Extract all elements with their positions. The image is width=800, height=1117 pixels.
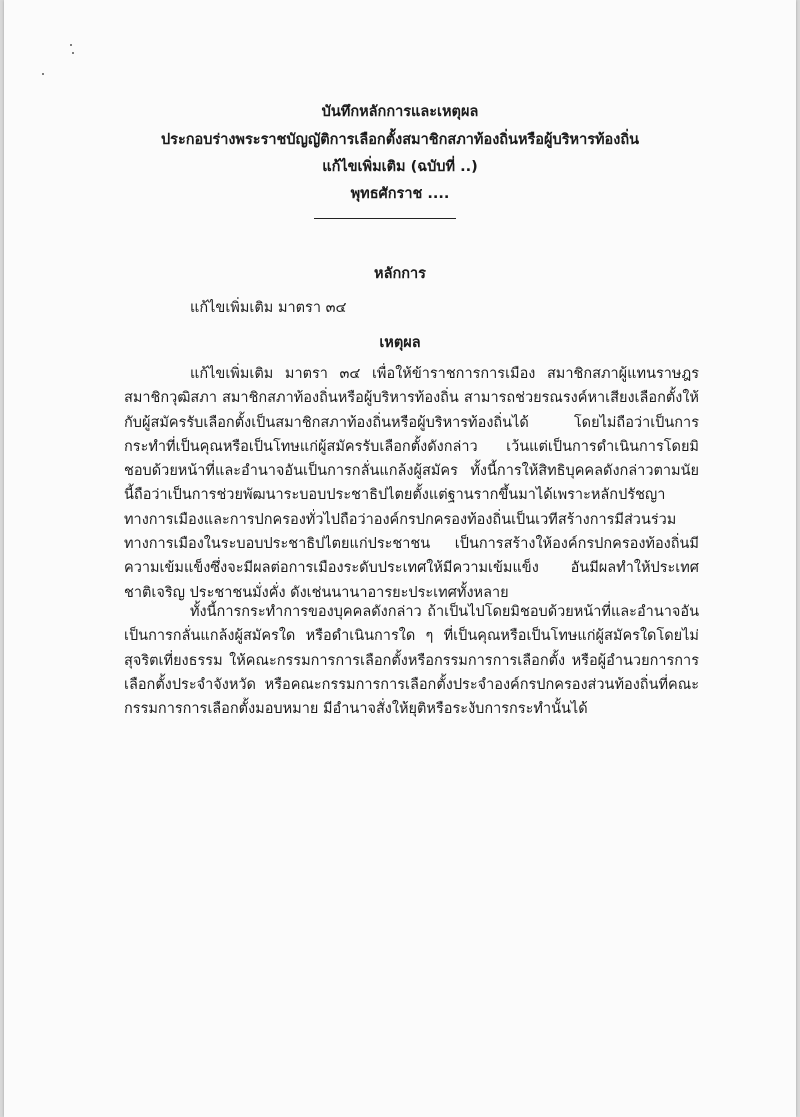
document-subtitle: ประกอบร่างพระราชบัญญัติการเลือกตั้งสมาชิกสภาท้องถิ่นหรือผู้บริหารท้องถิ่น bbox=[160, 132, 640, 148]
scan-speck bbox=[42, 73, 44, 75]
document-amendment-line: แก้ไขเพิ่มเติม (ฉบับที่ ..) bbox=[322, 159, 478, 175]
principle-text: แก้ไขเพิ่มเติม มาตรา ๓๔ bbox=[190, 300, 347, 316]
title-divider bbox=[314, 218, 456, 219]
document-title: บันทึกหลักการและเหตุผล bbox=[321, 104, 479, 120]
reason-paragraph-2: ทั้งนี้การกระทำการของบุคคลดังกล่าว ถ้าเป็นไปโดยมิชอบด้วยหน้าที่และอำนาจอันเป็นการกลั่นแกล้งผู้สมัครใด หรือดำเนินการใด ๆ ที่เป็นคุณหรือเป็นโทษแก่ผู้สมัครใดโดยไม่สุจริตเที่ยงธรรม ให้คณะกรรมการการเลือกตั้งหรือกรรมการการเลือกตั้ง หรือผู้อำนวยการการเลือกตั้งประจำจังหวัด หรือคณะกรรมการการเลือกตั้งประจำองค์กรปกครองส่วนท้องถิ่นที่คณะกรรมการการเลือกตั้งมอบหมาย มีอำนาจสั่งให้ยุติหรือระงับการกระทำนั้นได้ bbox=[124, 604, 699, 718]
document-page bbox=[4, 0, 796, 1117]
principle-heading: หลักการ bbox=[374, 266, 426, 282]
scan-speck bbox=[72, 52, 74, 54]
reason-paragraph-1: แก้ไขเพิ่มเติม มาตรา ๓๔ เพื่อให้ข้าราชการการเมือง สมาชิกสภาผู้แทนราษฎร สมาชิกวุฒิสภา สมาชิกสภาท้องถิ่นหรือผู้บริหารท้องถิ่น สามารถช่วยรณรงค์หาเสียงเลือกตั้งให้กับผู้สมัครรับเลือกตั้งเป็นสมาชิกสภาท้องถิ่นหรือผู้บริหารท้องถิ่นได้ โดยไม่ถือว่าเป็นการกระทำที่เป็นคุณหรือเป็นโทษแก่ผู้สมัครรับเลือกตั้งดังกล่าว เว้นแต่เป็นการดำเนินการโดยมิชอบด้วยหน้าที่และอำนาจอันเป็นการกลั่นแกล้งผู้สมัคร ทั้งนี้การให้สิทธิบุคคลดังกล่าวตามนัยนี้ถือว่าเป็นการช่วยพัฒนาระบอบประชาธิปไตยตั้งแต่ฐานรากขึ้นมาได้เพราะหลักปรัชญาทางการเมืองและการปกครองทั่วไปถือว่าองค์กรปกครองท้องถิ่นเป็นเวทีสร้างการมีส่วนร่วมทางการเมืองในระบอบประชาธิปไตยแก่ประชาชน เป็นการสร้างให้องค์กรปกครองท้องถิ่นมีความเข้มแข็งซึ่งจะมีผลต่อการเมืองระดับประเทศให้มีความเข้มแข็ง อันมีผลทำให้ประเทศชาติเจริญ ประชาชนมั่งคั่ง ดังเช่นนานาอารยะประเทศทั้งหลาย bbox=[124, 366, 699, 601]
reason-heading: เหตุผล bbox=[379, 335, 421, 351]
scan-speck bbox=[70, 44, 72, 46]
document-year-line: พุทธศักราช .... bbox=[350, 186, 450, 202]
